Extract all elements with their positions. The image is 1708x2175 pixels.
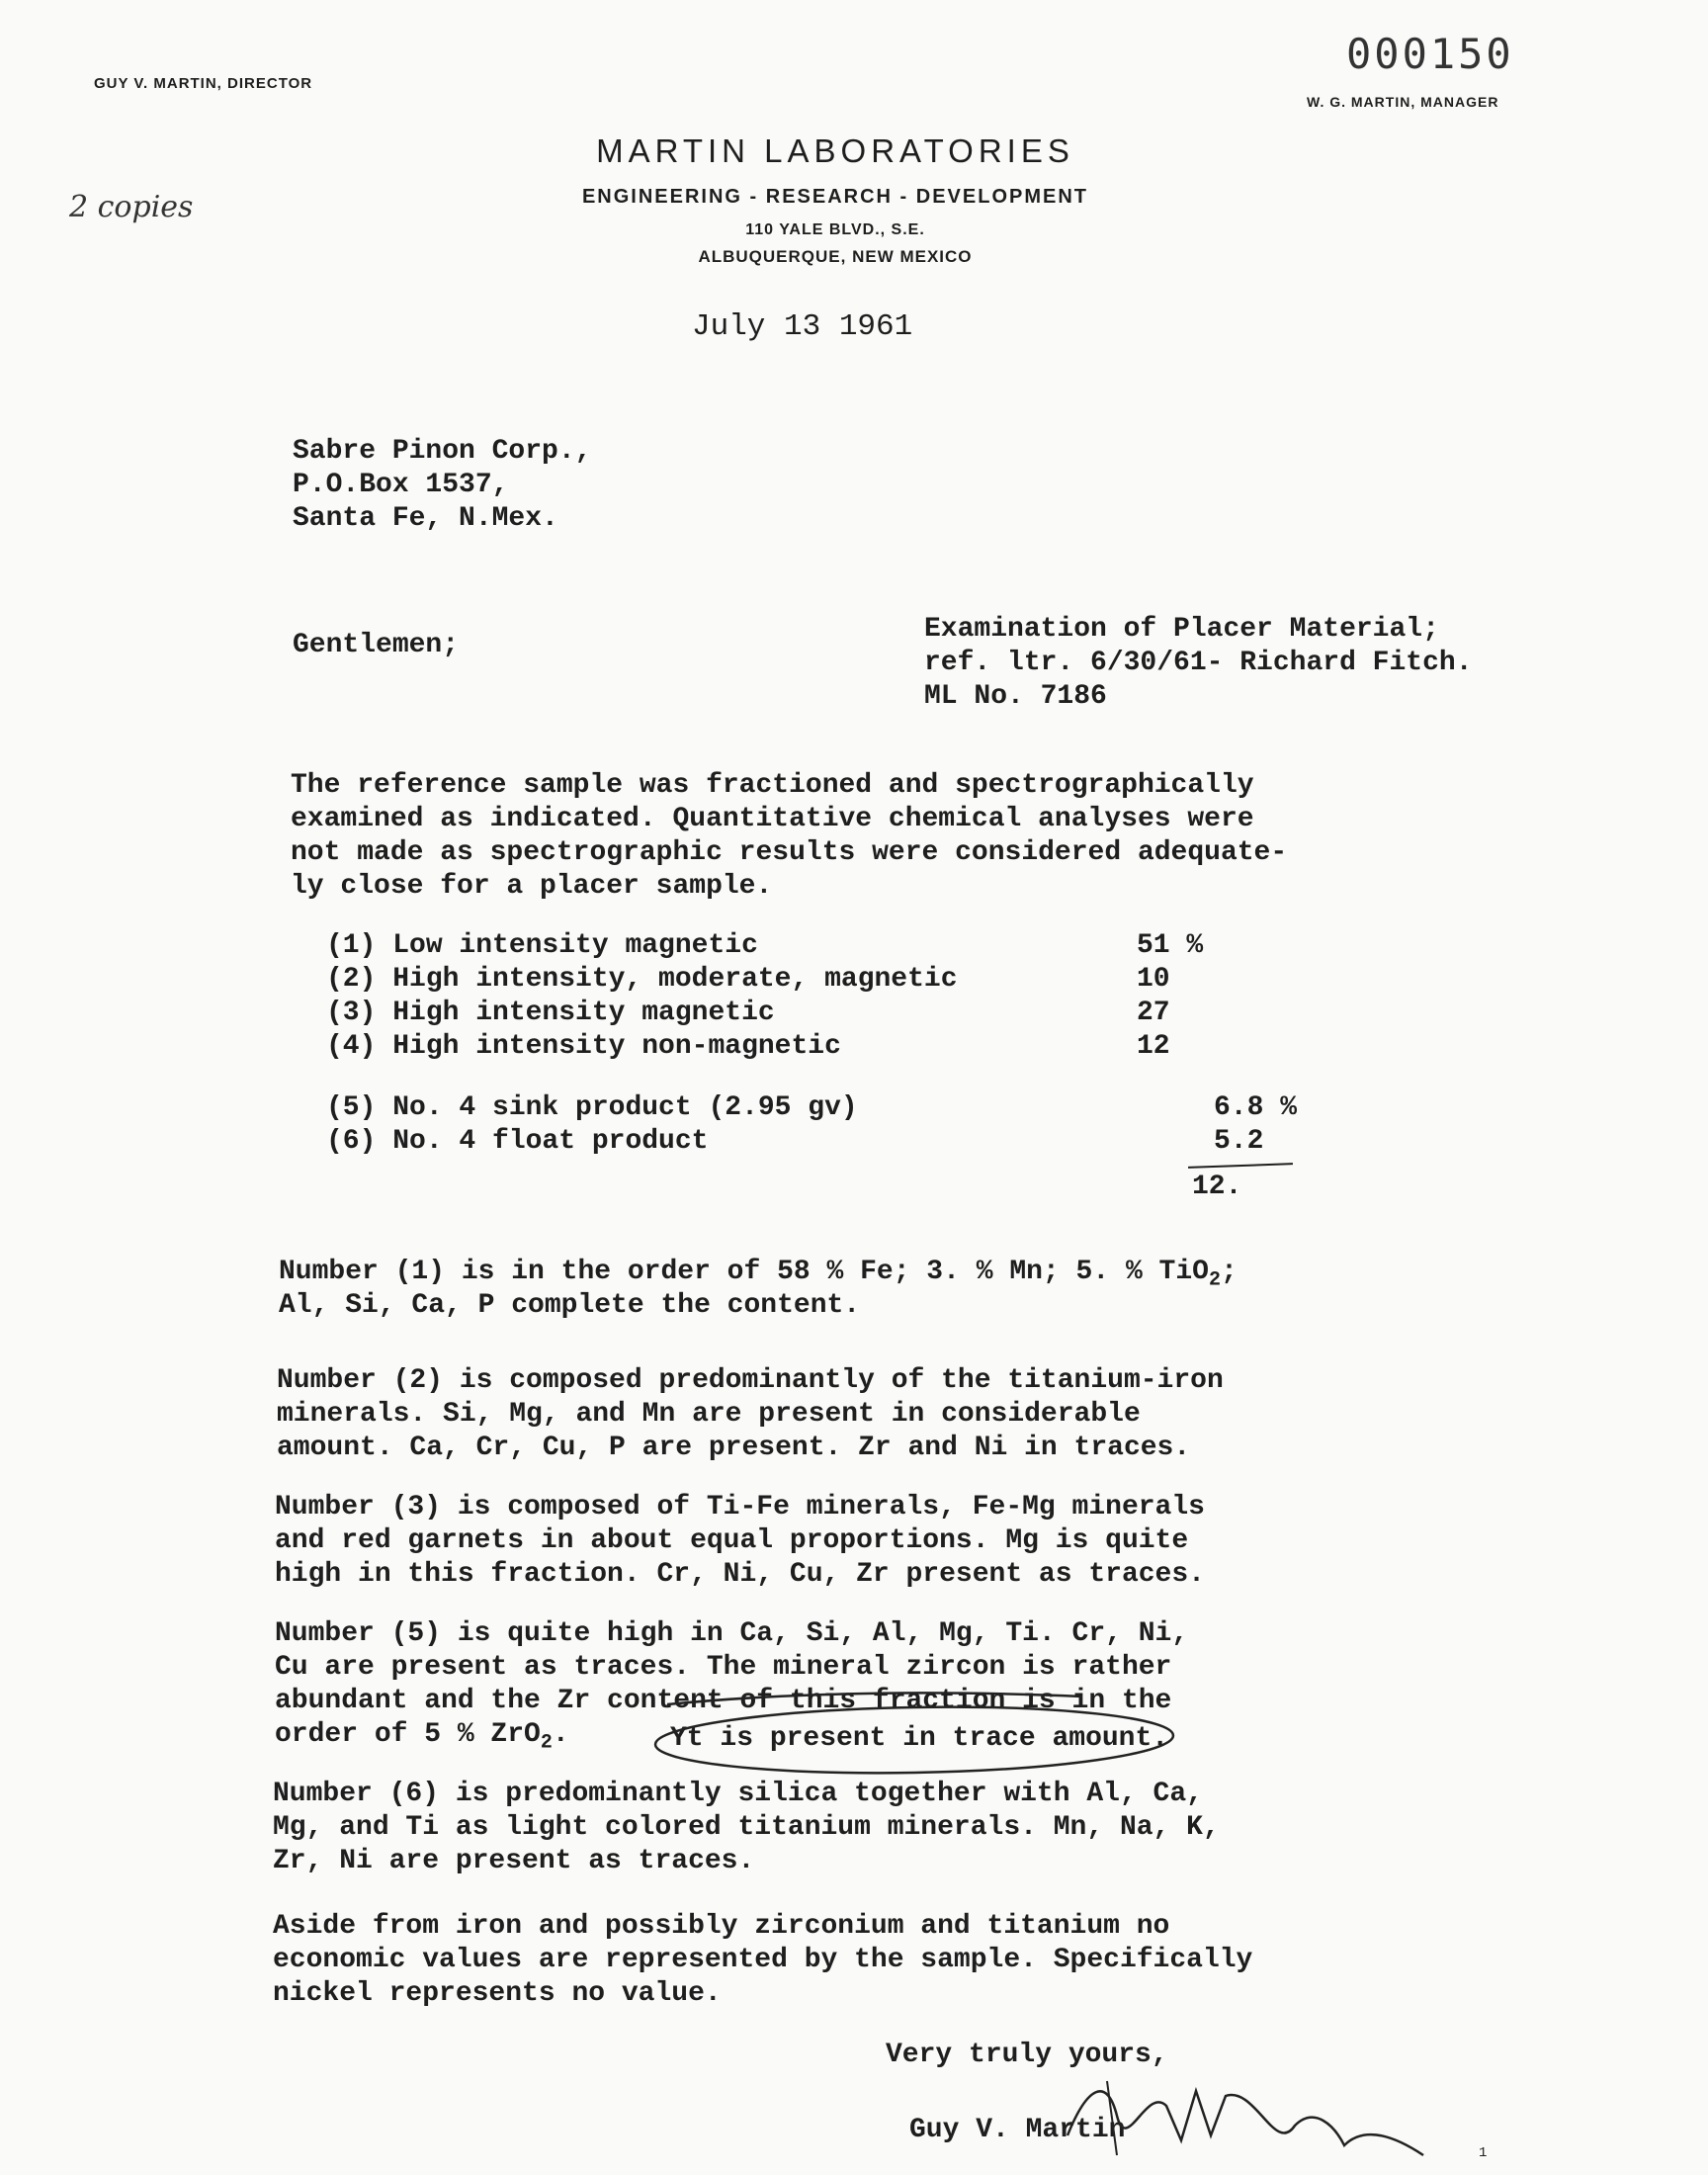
fraction-value: 6.8 % [1214,1092,1298,1123]
director-name: GUY V. MARTIN, DIRECTOR [94,75,313,92]
address-line-1: Sabre Pinon Corp., [293,436,592,467]
company-city: ALBUQUERQUE, NEW MEXICO [698,247,973,266]
reference-line-3: ML No. 7186 [924,681,1107,712]
strike-line [667,1693,1082,1704]
intro-paragraph: The reference sample was fractioned and spectrographically examined as indicated. Quantitative chemical analyses were not made as spectrographic results were considered adequate- ly close for a placer sample. [291,770,1288,902]
paragraph-6: Aside from iron and possibly zirconium and titanium no economic values are represented by the sample. Specifically nickel represents no value. [273,1911,1253,2009]
company-tagline: ENGINEERING - RESEARCH - DEVELOPMENT [581,186,1089,208]
salutation: Gentlemen; [293,630,460,660]
document-number: 000150 [1346,30,1514,78]
address-line-2: P.O.Box 1537, [293,470,509,500]
subscript: 2 [540,1731,553,1755]
circle-mark [654,1702,1173,1777]
reference-line-1: Examination of Placer Material; [924,614,1439,645]
paragraph-4-punct: . [552,1719,569,1750]
margin-note: 2 copies [69,190,194,224]
fraction-label: (2) High intensity, moderate, magnetic [326,964,958,995]
fraction-label: (4) High intensity non-magnetic [326,1031,841,1062]
letter-date: July 13 1961 [692,309,913,344]
fraction-label: (6) No. 4 float product [326,1126,709,1157]
paragraph-3: Number (3) is composed of Ti-Fe minerals, Fe-Mg minerals and red garnets in about equal proportions. Mg is quite high in this fraction. Cr, Ni, Cu, Zr present as traces. [275,1492,1205,1590]
fraction-value: 10 [1137,964,1170,995]
subscript: 2 [1208,1268,1221,1292]
paragraph-4-line-1: Number (5) is quite high in Ca, Si, Al, Mg, Ti. Cr, Ni, [275,1618,1189,1649]
address-line-3: Santa Fe, N.Mex. [293,503,558,534]
fraction-value: 5.2 [1214,1126,1264,1157]
paragraph-1-punct: ; [1220,1257,1238,1287]
company-name: MARTIN LABORATORIES [596,132,1074,169]
handwritten-signature [1048,2066,1443,2165]
paragraph-4-line-2: Cu are present as traces. The mineral zircon is rather [275,1652,1172,1683]
page-mark: 1 [1479,2145,1488,2161]
fraction-value: 12 [1137,1031,1170,1062]
fraction-label: (3) High intensity magnetic [326,998,775,1028]
fraction-label: (5) No. 4 sink product (2.95 gv) [326,1092,858,1123]
paragraph-1-text: Number (1) is in the order of 58 % Fe; 3. % Mn; 5. % TiO [279,1257,1209,1287]
paragraph-5: Number (6) is predominantly silica together with Al, Ca, Mg, and Ti as light colored titanium minerals. Mn, Na, K, Zr, Ni are present as traces. [273,1779,1220,1876]
sink-float-total: 12. [1192,1172,1242,1202]
paragraph-2: Number (2) is composed predominantly of the titanium-iron minerals. Si, Mg, and Mn are present in considerable amount. Ca, Cr, Cu, P are present. Zr and Ni in traces. [277,1365,1224,1463]
reference-line-2: ref. ltr. 6/30/61- Richard Fitch. [924,648,1473,678]
signatory: Guy V. Martin [909,2115,1126,2145]
circled-note: Yt is present in trace amount. [670,1723,1169,1754]
paragraph-4-line-3: abundant and the Zr content of this fraction is in the [275,1686,1172,1716]
fraction-value: 27 [1137,998,1170,1028]
fraction-value: 51 % [1137,930,1204,961]
paragraph-4-text: order of 5 % ZrO [275,1719,541,1750]
fraction-label: (1) Low intensity magnetic [326,930,758,961]
manager-name: W. G. MARTIN, MANAGER [1307,94,1499,110]
company-street: 110 YALE BLVD., S.E. [745,221,925,238]
closing: Very truly yours, [886,2040,1168,2070]
paragraph-1-line-2: Al, Si, Ca, P complete the content. [279,1290,861,1321]
